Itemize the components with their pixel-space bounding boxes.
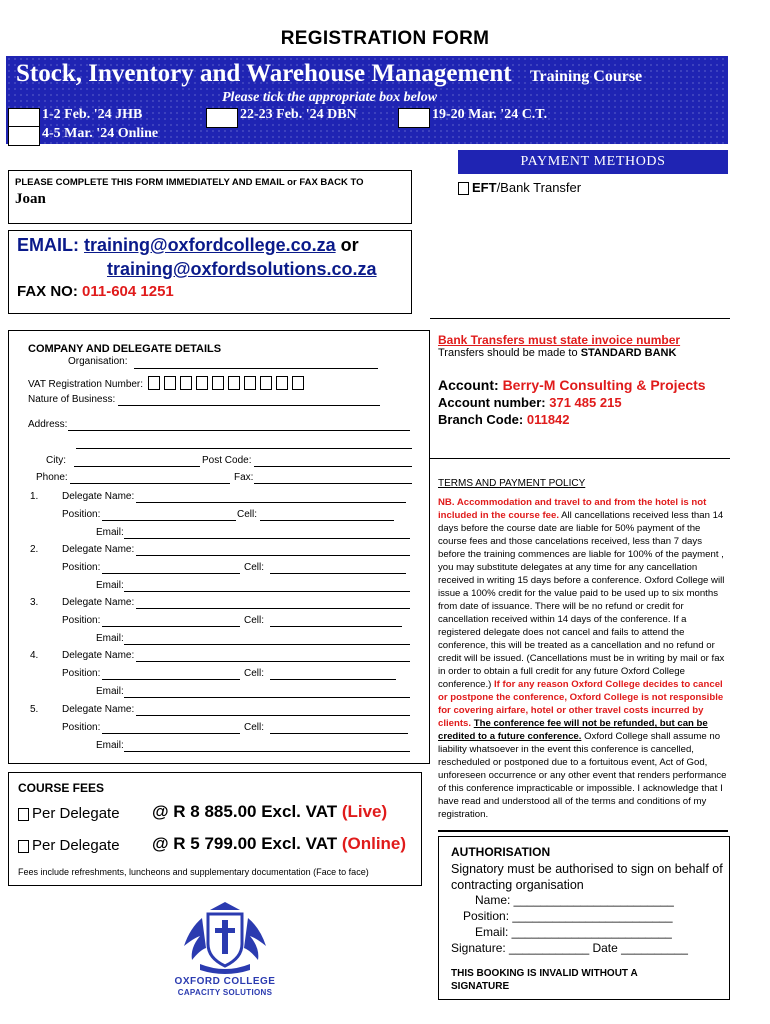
delegate-name-label: Delegate Name: [62, 704, 135, 715]
cell-field[interactable] [270, 667, 396, 680]
fee-option-live[interactable] [18, 805, 120, 822]
email-field-label: Email: [96, 580, 124, 591]
company-heading: COMPANY AND DELEGATE DETAILS [28, 343, 222, 355]
authorisation-heading: AUTHORISATION [451, 845, 551, 859]
date-label-online: 4-5 Mar. '24 Online [42, 126, 159, 141]
branch-code-label: Branch Code: [438, 412, 524, 427]
delegate-number: 2. [30, 544, 39, 555]
authorisation-box [438, 836, 730, 1000]
contact-instruction: PLEASE COMPLETE THIS FORM IMMEDIATELY AND EMAIL or FAX BACK TO [15, 177, 364, 188]
policy-heading: TERMS AND PAYMENT POLICY [438, 478, 586, 489]
eft-rest: /Bank Transfer [496, 180, 582, 195]
position-label: Position: [62, 562, 101, 573]
city-label: City: [46, 455, 66, 466]
address-label: Address: [28, 419, 68, 430]
delegate-name-field[interactable] [136, 543, 410, 556]
delegate-email-field[interactable] [124, 632, 410, 645]
policy-red-2: If for any reason Oxford College decides to cancel or postpone the conference, Oxford College is not responsible for covering airfare, hotel or other travel costs incurred by clients. [438, 679, 724, 729]
fee-live-price: @ R 8 885.00 Excl. VAT [152, 802, 338, 821]
cell-field[interactable] [270, 721, 408, 734]
account-label: Account: [438, 377, 499, 393]
email-field-label: Email: [96, 633, 124, 644]
address-field-1[interactable] [68, 418, 410, 431]
post-code-label: Post Code: [202, 455, 252, 466]
cell-label: Cell: [244, 615, 265, 626]
delegate-email-field[interactable] [124, 579, 410, 592]
date-label-jhb: 1-2 Feb. '24 JHB [42, 107, 143, 122]
delegate-name-field[interactable] [136, 703, 410, 716]
position-field[interactable] [102, 508, 236, 521]
transfer-note: Transfers should be made to [438, 347, 578, 359]
authorisation-text: Signatory must be authorised to sign on behalf of contracting organisation [451, 862, 723, 892]
cell-field[interactable] [260, 508, 394, 521]
tick-instruction: Please tick the appropriate box below [222, 90, 438, 105]
nature-field[interactable] [118, 393, 380, 406]
vat-boxes[interactable] [148, 374, 308, 392]
oxford-college-logo [170, 898, 280, 998]
policy-text-1: All cancellations received less than 14 days before the course date are liable for 50% payment of the course fees and those cancelations received, less than 7 days before the training commences are liable for 100% of the payment , you may substitute delegates at any time for any cancellation received in writing 15 days before a conference. Oxford College will issue a 100% credit for the value paid to be used up to six months from date of issuance. There will be no refund or credit for cancellation received within 14 days of the conference. If a registered delegate does not cancel and fails to attend the conference, this will be treated as a cancellation and no refund or credit will be issued. (Cancellations must be in writing by mail or fax in order to obtain a full credit for any future Oxford College conference.) [438, 510, 725, 690]
delegate-name-field[interactable] [136, 596, 410, 609]
signatory-email-field[interactable]: Email: ________________________ [475, 925, 672, 939]
transfer-bank: STANDARD BANK [580, 347, 677, 359]
date-label-dbn: 22-23 Feb. '24 DBN [240, 107, 357, 122]
fee-checkbox-live[interactable] [18, 808, 29, 821]
cell-field[interactable] [270, 614, 402, 627]
policy-red-1: NB. Accommodation and travel to and from the hotel is not included in the course fee. [438, 497, 707, 521]
logo-line-1: OXFORD COLLEGE [174, 976, 276, 987]
divider [438, 830, 728, 832]
phone-label: Phone: [36, 472, 68, 483]
position-label: Position: [62, 668, 101, 679]
payment-methods-header: PAYMENT METHODS [458, 150, 728, 174]
contact-name: Joan [15, 191, 46, 207]
organisation-field[interactable] [134, 356, 378, 369]
date-checkbox-dbn[interactable] [206, 108, 238, 128]
fee-per-delegate-label: Per Delegate [32, 805, 120, 822]
position-field[interactable] [102, 561, 240, 574]
cell-label: Cell: [244, 562, 265, 573]
policy-text-2: Oxford College shall assume no liability whatsoever in the event this conference is cancelled, rescheduled or postponed due to a fortuitous event, Act of God, unforeseen occurrence or any other event that renders performance of this conference impracticable or impossible. I acknowledge that I have read and understood all of the terms and conditions of my registration. [438, 731, 727, 820]
fee-live-tag: (Live) [341, 802, 388, 821]
fax-field-label: Fax: [234, 472, 254, 483]
branch-code: 011842 [526, 412, 570, 427]
delegate-email-field[interactable] [124, 526, 410, 539]
cell-label: Cell: [244, 668, 265, 679]
position-field[interactable] [102, 721, 240, 734]
delegate-name-label: Delegate Name: [62, 597, 135, 608]
date-label-ct: 19-20 Mar. '24 C.T. [432, 107, 548, 122]
form-title: REGISTRATION FORM [280, 28, 490, 49]
delegate-name-label: Delegate Name: [62, 544, 135, 555]
fax-number: 011-604 1251 [82, 283, 174, 300]
signatory-position-field[interactable]: Position: ________________________ [463, 909, 673, 923]
fax-label: FAX NO: [17, 283, 78, 300]
bank-note: Bank Transfers must state invoice number [438, 333, 681, 347]
account-name: Berry-M Consulting & Projects [502, 377, 706, 393]
policy-bold-underline: The conference fee will not be refunded, but can be credited to a future conference. [438, 718, 708, 742]
fee-checkbox-online[interactable] [18, 840, 29, 853]
cell-field[interactable] [270, 561, 406, 574]
email-link-2[interactable]: training@oxfordsolutions.co.za [107, 259, 377, 279]
date-checkbox-online[interactable] [8, 126, 40, 146]
delegate-number: 5. [30, 704, 39, 715]
cell-label: Cell: [244, 722, 265, 733]
crest-icon [170, 898, 280, 976]
delegate-name-label: Delegate Name: [62, 650, 135, 661]
eft-option[interactable] [458, 180, 581, 195]
fax-field[interactable] [254, 471, 412, 484]
position-field[interactable] [102, 614, 240, 627]
invalid-without-signature: THIS BOOKING IS INVALID WITHOUT A SIGNATURE [451, 968, 638, 992]
address-field-2[interactable] [76, 436, 412, 449]
date-checkbox-ct[interactable] [398, 108, 430, 128]
email-link-1[interactable]: training@oxfordcollege.co.za [84, 235, 336, 255]
position-field[interactable] [102, 667, 240, 680]
eft-label: EFT [472, 180, 497, 195]
date-checkbox-jhb[interactable] [8, 108, 40, 128]
divider [430, 318, 730, 319]
contact-box [8, 170, 412, 224]
phone-field[interactable] [70, 471, 230, 484]
position-label: Position: [62, 509, 101, 520]
organisation-label: Organisation: [68, 356, 128, 367]
course-fees-heading: COURSE FEES [18, 781, 105, 795]
course-title: Stock, Inventory and Warehouse Management [16, 60, 512, 87]
fee-online-price: @ R 5 799.00 Excl. VAT [152, 834, 338, 853]
logo-line-2: CAPACITY SOLUTIONS [177, 988, 273, 997]
position-label: Position: [62, 615, 101, 626]
divider [430, 458, 730, 459]
fee-online-tag: (Online) [341, 834, 407, 853]
fee-option-online[interactable] [18, 837, 120, 854]
delegate-number: 3. [30, 597, 39, 608]
email-label: EMAIL: [17, 235, 79, 255]
account-number: 371 485 215 [549, 395, 622, 410]
email-or: or [340, 235, 359, 255]
account-number-label: Account number: [438, 395, 546, 410]
delegate-name-label: Delegate Name: [62, 491, 135, 502]
delegate-name-field[interactable] [136, 490, 406, 503]
vat-label: VAT Registration Number: [28, 379, 144, 390]
eft-checkbox[interactable] [458, 182, 469, 195]
course-subtitle: Training Course [530, 68, 643, 85]
delegate-email-field[interactable] [124, 685, 410, 698]
cell-label: Cell: [237, 509, 258, 520]
fee-per-delegate-label: Per Delegate [32, 837, 120, 854]
signature-date-field[interactable]: Signature: ____________ Date __________ [451, 941, 688, 955]
delegate-number: 1. [30, 491, 39, 502]
fees-note: Fees include refreshments, luncheons and supplementary documentation (Face to face) [18, 867, 369, 877]
email-box [8, 230, 412, 314]
email-field-label: Email: [96, 740, 124, 751]
delegate-email-field[interactable] [124, 739, 410, 752]
email-field-label: Email: [96, 527, 124, 538]
city-field[interactable] [74, 454, 200, 467]
delegate-number: 4. [30, 650, 39, 661]
post-code-field[interactable] [254, 454, 412, 467]
position-label: Position: [62, 722, 101, 733]
email-field-label: Email: [96, 686, 124, 697]
signatory-name-field[interactable]: Name: ________________________ [475, 893, 674, 907]
delegate-name-field[interactable] [136, 649, 410, 662]
policy-text [438, 496, 730, 821]
nature-label: Nature of Business: [28, 394, 116, 405]
